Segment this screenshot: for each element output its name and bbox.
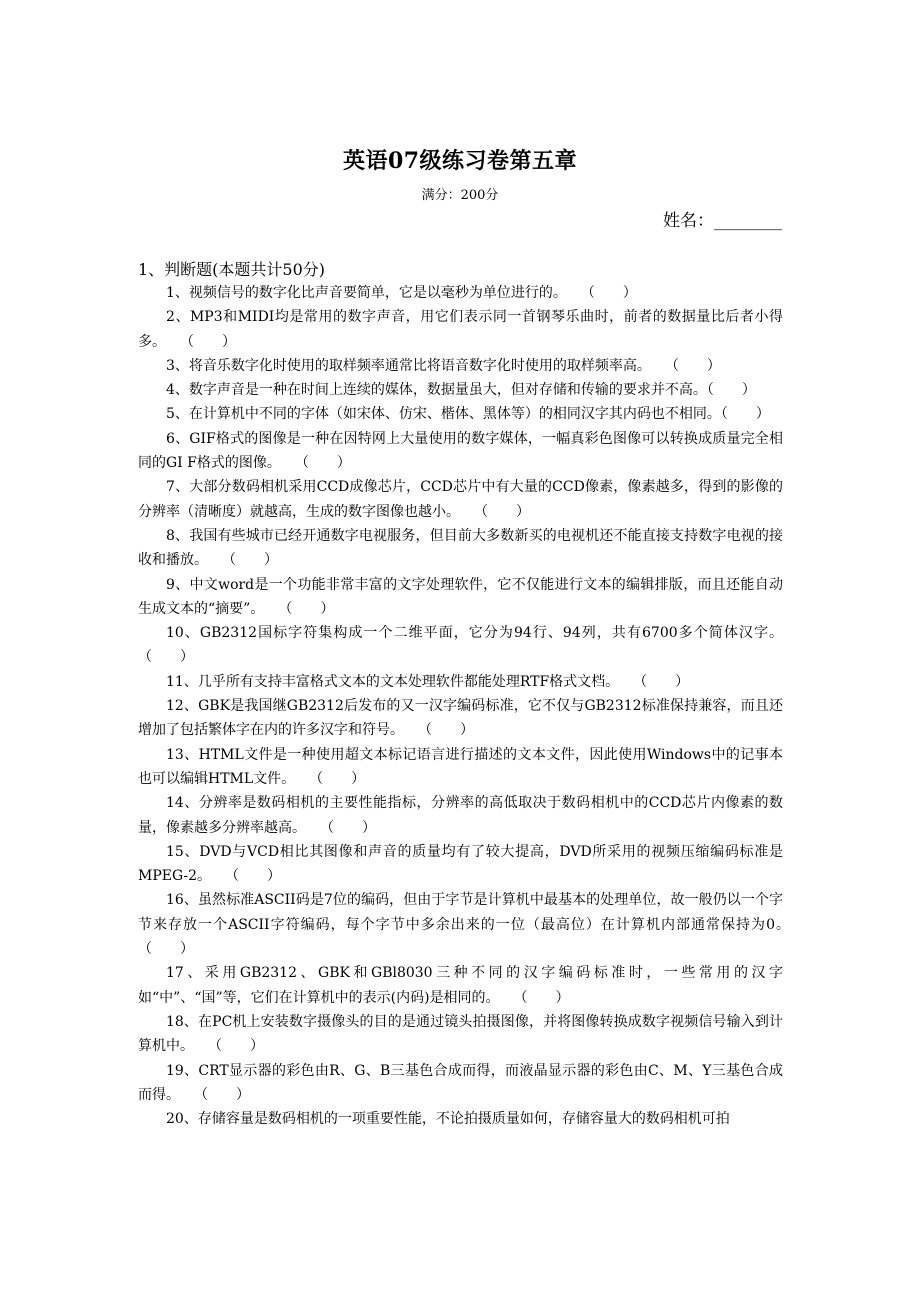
question-item: 20、存储容量是数码相机的一项重要性能，不论拍摄质量如何，存储容量大的数码相机可拍 [166,1111,730,1128]
student-name-field: 姓名：________ [663,211,782,231]
question-item: 7、大部分数码相机采用CCD成像芯片，CCD芯片中有大量的CCD像素，像素越多，得到的影像的分辨率（清晰度）就越高，生成的数字图像也越小。 （ ） [138,479,783,520]
question-item: 13、HTML文件是一种使用超文本标记语言进行描述的文本文件，因此使用Windows中的记事本也可以编辑HTML文件。 （ ） [138,746,783,787]
question-item: 1、视频信号的数字化比声音要简单，它是以毫秒为单位进行的。 （ ） [166,285,637,301]
question-item: 5、在计算机中不同的字体（如宋体、仿宋、楷体、黑体等）的相同汉字其内码也不相同。（ ） [166,406,770,423]
question-item: 10、GB2312国标字符集构成一个二维平面，它分为94行、94列，共有6700多个简体汉字。（ ） [138,625,783,666]
question-item: 18、在PC机上安装数字摄像头的目的是通过镜头拍摄图像，并将图像转换成数字视频信号输入到计算机中。 （ ） [138,1013,783,1055]
section-heading: 1、判断题(本题共计50分) [138,260,326,279]
question-item: 2、MP3和MIDI均是常用的数字声音，用它们表示同一首钢琴乐曲时，前者的数据量比后者小得多。 （ ） [138,309,783,350]
question-item: 19、CRT显示器的彩色由R、G、B三基色合成而得，而液晶显示器的彩色由C、M、Y三基色合成而得。 （ ） [138,1062,783,1103]
question-item: 15、DVD与VCD相比其图像和声音的质量均有了较大提高，DVD所采用的视频压缩编码标准是MPEG-2。 （ ） [138,843,783,885]
question-item: 3、将音乐数字化时使用的取样频率通常比将语音数字化时使用的取样频率高。 （ ） [166,357,721,374]
question-item: 17、采用GB2312、GBK和GBl8030三种不同的汉字编码标准时，一些常用的汉字如“中”、“国”等，它们在计算机中的表示(内码)是相同的。 （ ） [138,965,783,1006]
question-item: 12、GBK是我国继GB2312后发布的又一汉字编码标准，它不仅与GB2312标准保持兼容，而且还增加了包括繁体字在内的许多汉字和符号。 （ ） [138,698,783,739]
page-title: 英语07级练习卷第五章 [342,148,578,174]
question-item: 9、中文word是一个功能非常丰富的文字处理软件，它不仅能进行文本的编辑排版，而且还能自动生成文本的“摘要”。 （ ） [138,576,783,617]
question-item: 11、几乎所有支持丰富格式文本的文本处理软件都能处理RTF格式文档。 （ ） [166,673,690,690]
question-item: 8、我国有些城市已经开通数字电视服务，但目前大多数新买的电视机还不能直接支持数字电视的接收和播放。 （ ） [138,527,783,569]
question-item: 16、虽然标准ASCII码是7位的编码，但由于字节是计算机中最基本的处理单位，故一般仍以一个字节来存放一个ASCII字符编码，每个字节中多余出来的一位（最高位）在计算机内部通常保持为0。 （ ） [138,892,811,958]
question-list [138,281,811,1131]
full-score-label: 满分：200分 [421,188,499,203]
question-item: 6、GIF格式的图像是一种在因特网上大量使用的数字媒体，一幅真彩色图像可以转换成质量完全相同的GI F格式的图像。 （ ） [138,430,783,472]
question-item: 4、数字声音是一种在时间上连续的媒体，数据量虽大，但对存储和传输的要求并不高。（ ） [166,382,756,399]
question-item: 14、分辨率是数码相机的主要性能指标，分辨率的高低取决于数码相机中的CCD芯片内像素的数量，像素越多分辨率越高。 （ ） [138,795,783,836]
